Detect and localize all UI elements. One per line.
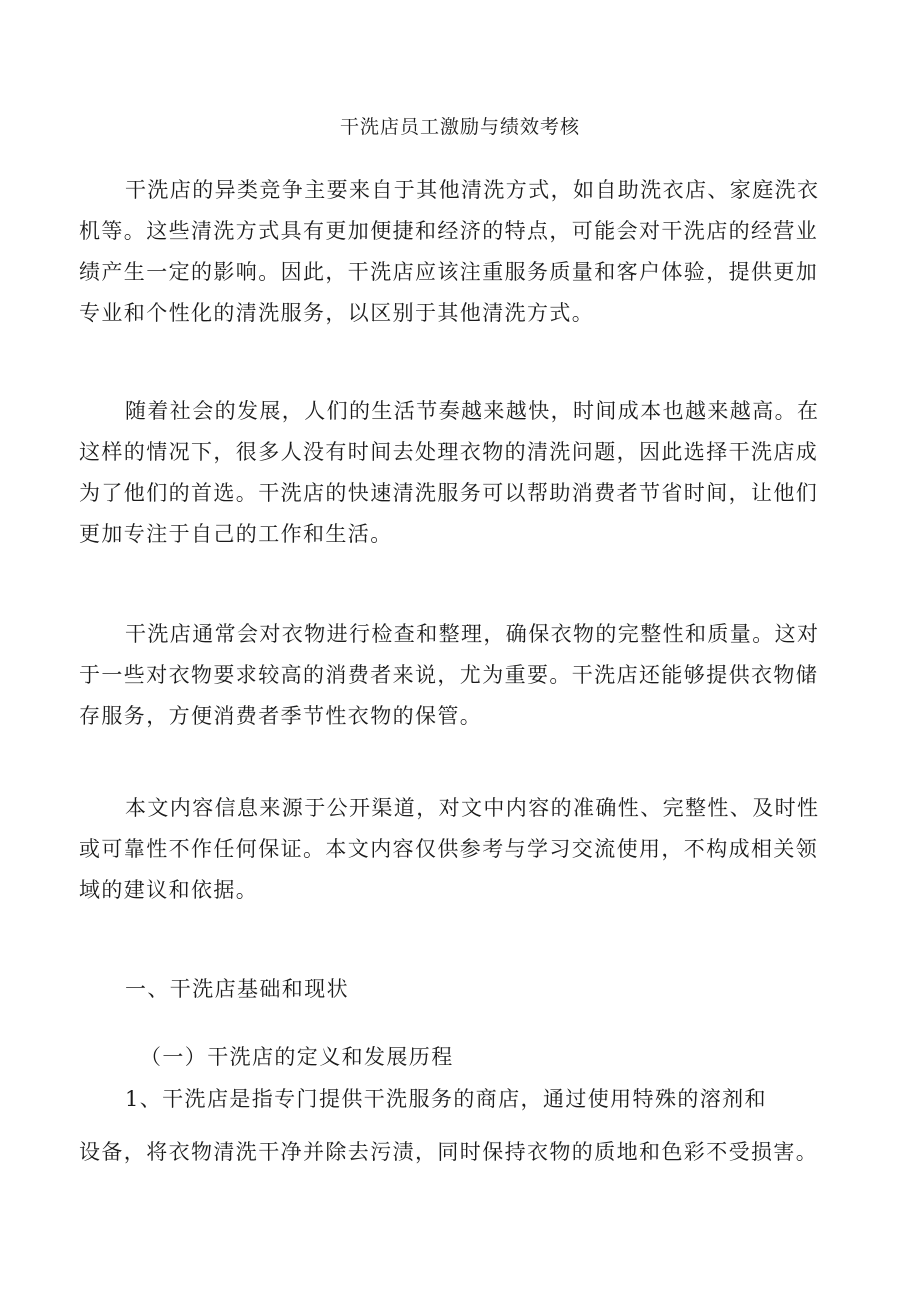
paragraph-line: 绩产生一定的影响。因此，干洗店应该注重服务质量和客户体验，提供更加 bbox=[79, 260, 819, 284]
paragraph-line: 机等。这些清洗方式具有更加便捷和经济的特点，可能会对干洗店的经营业 bbox=[79, 219, 819, 243]
paragraph-line: 本文内容信息来源于公开渠道，对文中内容的准确性、完整性、及时性 bbox=[125, 796, 820, 820]
paragraph-line: 为了他们的首选。干洗店的快速清洗服务可以帮助消费者节省时间，让他们 bbox=[79, 481, 819, 505]
paragraph-line: 这样的情况下，很多人没有时间去处理衣物的清洗问题，因此选择干洗店成 bbox=[79, 440, 819, 464]
paragraph-line: 或可靠性不作任何保证。本文内容仅供参考与学习交流使用，不构成相关领 bbox=[79, 837, 819, 861]
paragraph-line: 干洗店的异类竞争主要来自于其他清洗方式，如自助洗衣店、家庭洗衣 bbox=[125, 178, 820, 202]
item-line: 设备，将衣物清洗干净并除去污渍，同时保持衣物的质地和色彩不受损害。 bbox=[79, 1140, 819, 1164]
paragraph-lifestyle bbox=[79, 391, 842, 555]
section-heading: 一、干洗店基础和现状 bbox=[125, 977, 349, 1001]
paragraph-line: 存服务，方便消费者季节性衣物的保管。 bbox=[79, 704, 483, 728]
paragraph-line: 干洗店通常会对衣物进行检查和整理，确保衣物的完整性和质量。这对 bbox=[125, 622, 820, 646]
paragraph-line: 随着社会的发展，人们的生活节奏越来越快，时间成本也越来越高。在 bbox=[125, 399, 820, 423]
paragraph-inspection bbox=[79, 614, 842, 737]
paragraph-line: 更加专注于自己的工作和生活。 bbox=[79, 522, 393, 546]
paragraph-line: 专业和个性化的清洗服务，以区别于其他清洗方式。 bbox=[79, 301, 595, 325]
paragraph-competition bbox=[79, 170, 842, 334]
document-title: 干洗店员工激励与绩效考核 bbox=[339, 116, 580, 138]
paragraph-disclaimer bbox=[79, 788, 842, 911]
subsection-heading: （一）干洗店的定义和发展历程 bbox=[140, 1045, 454, 1069]
paragraph-line: 于一些对衣物要求较高的消费者来说，尤为重要。干洗店还能够提供衣物储 bbox=[79, 663, 819, 687]
item-line: 1、干洗店是指专门提供干洗服务的商店，通过使用特殊的溶剂和 bbox=[125, 1087, 767, 1111]
paragraph-line: 域的建议和依据。 bbox=[79, 878, 259, 902]
